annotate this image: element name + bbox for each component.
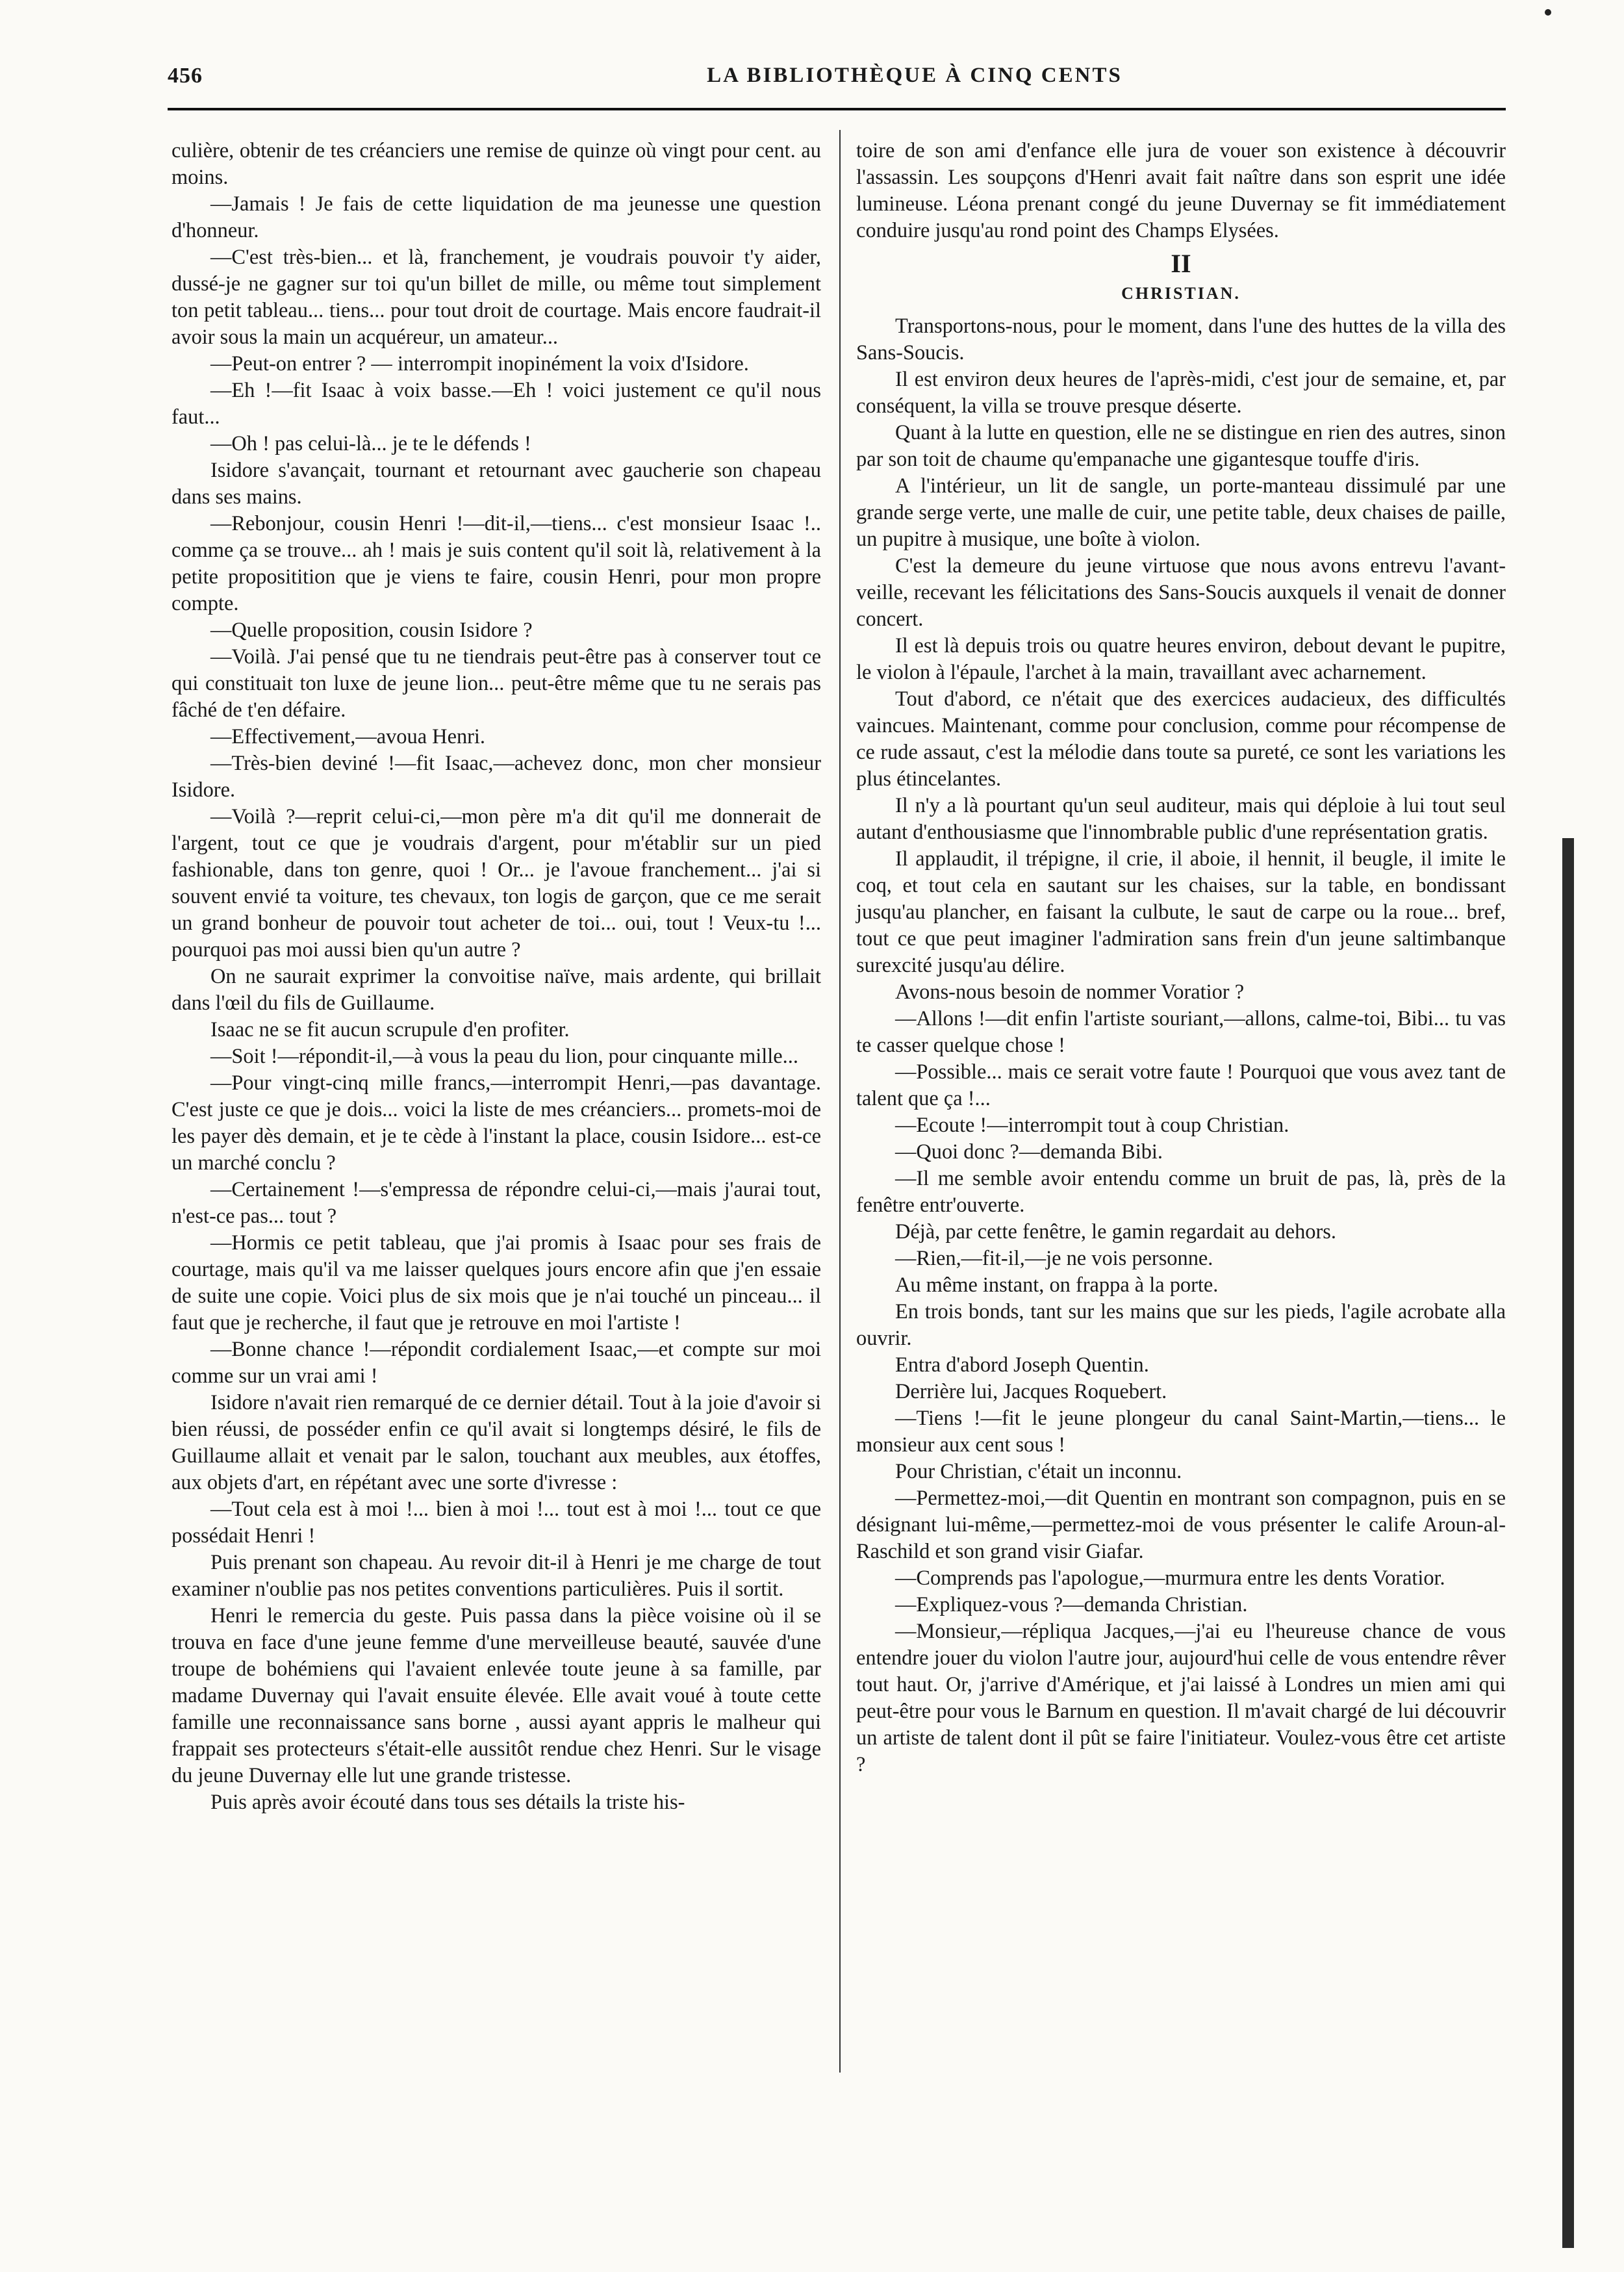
header-rule — [168, 108, 1506, 110]
paragraph: Il est environ deux heures de l'après-midi, c'est jour de semaine, et, par conséquent, la villa se trouve presque déserte. — [856, 368, 1506, 418]
chapter-title: CHRISTIAN. — [1121, 284, 1241, 303]
paragraph: Derrière lui, Jacques Roquebert. — [895, 1380, 1167, 1403]
paragraph: —Soit !—répondit-il,—à vous la peau du lion, pour cinquante mille... — [210, 1045, 798, 1068]
paragraph: —Eh !—fit Isaac à voix basse.—Eh ! voici justement ce qu'il nous faut... — [171, 379, 821, 429]
paragraph: Puis après avoir écouté dans tous ses détails la triste his- — [210, 1791, 685, 1814]
paragraph: —Ecoute !—interrompit tout à coup Christian. — [895, 1114, 1289, 1137]
paragraph: —Tiens !—fit le jeune plongeur du canal Saint-Martin,—tiens... le monsieur aux cent sous ! — [856, 1407, 1506, 1457]
paragraph: —C'est très-bien... et là, franchement, je voudrais pouvoir t'y aider, dussé-je ne gagner sur toi qu'un billet de mille, ou même tout simplement ton petit tableau... tiens... pour tout droit de courtage. Mais encore faudrait-il avoir sous la main un acquéreur, un amateur... — [171, 246, 821, 349]
paragraph: Quant à la lutte en question, elle ne se distingue en rien des autres, sinon par son toit de chaume qu'empanache une gigantesque touffe d'iris. — [856, 421, 1506, 471]
paragraph: On ne saurait exprimer la convoitise naïve, mais ardente, qui brillait dans l'œil du fils de Guillaume. — [171, 965, 821, 1015]
paragraph: Henri le remercia du geste. Puis passa dans la pièce voisine où il se trouva en face d'une jeune femme d'une merveilleuse beauté, sauvée d'une troupe de bohémiens qui l'avaient enlevée toute jeune à sa famille, par madame Duvernay qui l'avait ensuite élevée. Elle avait voué à toute cette famille une reconnaissance sans borne , aussi ayant appris le malheur qui frappait ses protecteurs s'était-elle aussitôt rendue chez Henri. Sur le visage du jeune Duvernay elle lut une grande tristesse. — [171, 1604, 821, 1787]
publication-title: LA BIBLIOTHÈQUE À CINQ CENTS — [707, 64, 1123, 87]
paragraph: —Très-bien deviné !—fit Isaac,—achevez donc, mon cher monsieur Isidore. — [171, 752, 821, 802]
paragraph: —Pour vingt-cinq mille francs,—interrompit Henri,—pas davantage. C'est juste ce que je dois... voici la liste de mes créanciers... promets-moi de les payer dès demain, et je te cède à l'instant la place, cousin Isidore... est-ce un marché conclu ? — [171, 1071, 821, 1175]
paragraph: —Il me semble avoir entendu comme un bruit de pas, là, près de la fenêtre entr'ouverte. — [856, 1167, 1506, 1217]
page-number: 456 — [168, 64, 203, 88]
paragraph: —Possible... mais ce serait votre faute ! Pourquoi que vous avez tant de talent que ça !... — [856, 1060, 1506, 1110]
right-column — [856, 138, 1506, 1778]
left-column — [171, 138, 821, 1816]
paragraph: —Certainement !—s'empressa de répondre celui-ci,—mais j'aurai tout, n'est-ce pas... tout ? — [171, 1178, 821, 1228]
running-head — [168, 64, 1506, 100]
paragraph: —Hormis ce petit tableau, que j'ai promis à Isaac pour ses frais de courtage, mais qu'il va me laisser quelques jours encore afin que j'en essaie de suite une copie. Voici plus de six mois que je n'ai touché un pinceau... il faut que je recherche, il faut que je retrouve en moi l'artiste ! — [171, 1231, 821, 1334]
paragraph: —Jamais ! Je fais de cette liquidation de ma jeunesse une question d'honneur. — [171, 192, 821, 242]
paragraph: Pour Christian, c'était un inconnu. — [895, 1460, 1182, 1483]
paragraph: Il est là depuis trois ou quatre heures environ, debout devant le pupitre, le violon à l'épaule, l'archet à la main, travaillant avec acharnement. — [856, 634, 1506, 684]
paragraph: —Tout cela est à moi !... bien à moi !... tout est à moi !... tout ce que possédait Henri ! — [171, 1498, 821, 1548]
ink-speck — [1545, 9, 1551, 16]
paragraph: Avons-nous besoin de nommer Voratior ? — [895, 980, 1245, 1004]
paragraph: Tout d'abord, ce n'était que des exercices audacieux, des difficultés vaincues. Maintenant, comme pour conclusion, comme pour récompense de ce rude assaut, c'est la mélodie dans toute sa pureté, ce sont les variations les plus étincelantes. — [856, 687, 1506, 791]
paragraph: —Voilà. J'ai pensé que tu ne tiendrais peut-être pas à conserver tout ce qui constituait ton luxe de jeune lion... peut-être même que tu ne serais pas fâché de t'en défaire. — [171, 645, 821, 722]
paragraph: —Quoi donc ?—demanda Bibi. — [895, 1140, 1163, 1164]
paragraph: —Comprends pas l'apologue,—murmura entre les dents Voratior. — [895, 1566, 1445, 1590]
paragraph: Il n'y a là pourtant qu'un seul auditeur, mais qui déploie à lui tout seul autant d'enthousiasme que l'innombrable public d'une représentation gratis. — [856, 794, 1506, 844]
paragraph: Entra d'abord Joseph Quentin. — [895, 1353, 1149, 1377]
page-edge-shadow — [1562, 838, 1574, 2248]
paragraph: A l'intérieur, un lit de sangle, un porte-manteau dissimulé par une grande serge verte, une malle de cuir, une petite table, deux chaises de paille, un pupitre à musique, une boîte à violon. — [856, 474, 1506, 551]
paragraph: —Rien,—fit-il,—je ne vois personne. — [895, 1247, 1213, 1270]
paragraph: —Peut-on entrer ? — interrompit inopinément la voix d'Isidore. — [210, 352, 749, 376]
paragraph: C'est la demeure du jeune virtuose que nous avons entrevu l'avant-veille, recevant les félicitations des Sans-Soucis auxquels il venait de donner concert. — [856, 554, 1506, 631]
paragraph: —Voilà ?—reprit celui-ci,—mon père m'a dit qu'il me donnerait de l'argent, tout ce que je voudrais d'argent, pour m'établir sur un pied fashionable, dans ton genre, quoi ! Or... je l'avoue franchement... j'ai si souvent envié ta voiture, tes chevaux, ton logis de garçon, que ce me serait un grand bonheur de pouvoir tout acheter de toi... oui, tout ! Veux-tu !... pourquoi pas moi aussi bien qu'un autre ? — [171, 805, 821, 962]
paragraph: —Rebonjour, cousin Henri !—dit-il,—tiens... c'est monsieur Isaac !.. comme ça se trouve... ah ! mais je suis content qu'il soit là, relativement à la petite propositition que je viens te faire, cousin Henri, pour mon propre compte. — [171, 512, 821, 615]
paragraph: culière, obtenir de tes créanciers une remise de quinze où vingt pour cent. au moins. — [171, 139, 821, 189]
paragraph: —Bonne chance !—répondit cordialement Isaac,—et compte sur moi comme sur un vrai ami ! — [171, 1338, 821, 1388]
paragraph: toire de son ami d'enfance elle jura de vouer son existence à découvrir l'assassin. Les soupçons d'Henri avait fait naître dans son esprit une idée lumineuse. Léona prenant congé du jeune Duvernay se fit immédiatement conduire jusqu'au rond point des Champs Elysées. — [856, 139, 1506, 242]
paragraph: —Expliquez-vous ?—demanda Christian. — [895, 1593, 1248, 1616]
paragraph: Au même instant, on frappa à la porte. — [895, 1273, 1219, 1297]
right-column-intro — [856, 138, 1506, 244]
paragraph: Isaac ne se fit aucun scrupule d'en profiter. — [210, 1018, 570, 1041]
paragraph: —Allons !—dit enfin l'artiste souriant,—allons, calme-toi, Bibi... tu vas te casser quelque chose ! — [856, 1007, 1506, 1057]
paragraph: Puis prenant son chapeau. Au revoir dit-il à Henri je me charge de tout examiner n'oublie pas nos petites conventions particulières. Puis il sortit. — [171, 1551, 821, 1601]
paragraph: Isidore s'avançait, tournant et retournant avec gaucherie son chapeau dans ses mains. — [171, 459, 821, 509]
chapter-number: II — [1171, 249, 1191, 278]
column-divider — [839, 130, 841, 2073]
paragraph: Déjà, par cette fenêtre, le gamin regardait au dehors. — [895, 1220, 1336, 1244]
right-column-body — [856, 313, 1506, 1778]
paragraph: —Oh ! pas celui-là... je te le défends ! — [210, 432, 531, 455]
paragraph: —Quelle proposition, cousin Isidore ? — [210, 619, 533, 642]
paragraph: En trois bonds, tant sur les mains que sur les pieds, l'agile acrobate alla ouvrir. — [856, 1300, 1506, 1350]
paragraph: Isidore n'avait rien remarqué de ce dernier détail. Tout à la joie d'avoir si bien réussi, de posséder enfin ce qu'il avait si longtemps désiré, le fils de Guillaume allait et venait par le salon, touchant aux meubles, aux étoffes, aux objets d'art, en répétant avec une sorte d'ivresse : — [171, 1391, 821, 1494]
paragraph: —Effectivement,—avoua Henri. — [210, 725, 486, 748]
paragraph: Transportons-nous, pour le moment, dans l'une des huttes de la villa des Sans-Soucis. — [856, 314, 1506, 364]
paragraph: —Permettez-moi,—dit Quentin en montrant son compagnon, puis en se désignant lui-même,—permettez-moi de vous présenter le calife Aroun-al-Raschild et son grand visir Giafar. — [856, 1487, 1506, 1563]
paragraph: Il applaudit, il trépigne, il crie, il aboie, il hennit, il beugle, il imite le coq, et tout cela en sautant sur les chaises, sur la table, en bondissant jusqu'au plancher, en faisant la culbute, le saut de carpe ou la roue... bref, tout ce que peut imaginer l'admiration sans frein d'un jeune saltimbanque surexcité jusqu'au délire. — [856, 847, 1506, 977]
paragraph: —Monsieur,—répliqua Jacques,—j'ai eu l'heureuse chance de vous entendre jouer du violon l'autre jour, aujourd'hui celle de vous entendre rêver tout haut. Or, j'arrive d'Amérique, et j'ai laissé à Londres un mien ami qui peut-être pour vous le Barnum en question. Il m'avait chargé de lui découvrir un artiste de talent dont il pût se faire l'initiateur. Voulez-vous être cet artiste ? — [856, 1620, 1506, 1776]
